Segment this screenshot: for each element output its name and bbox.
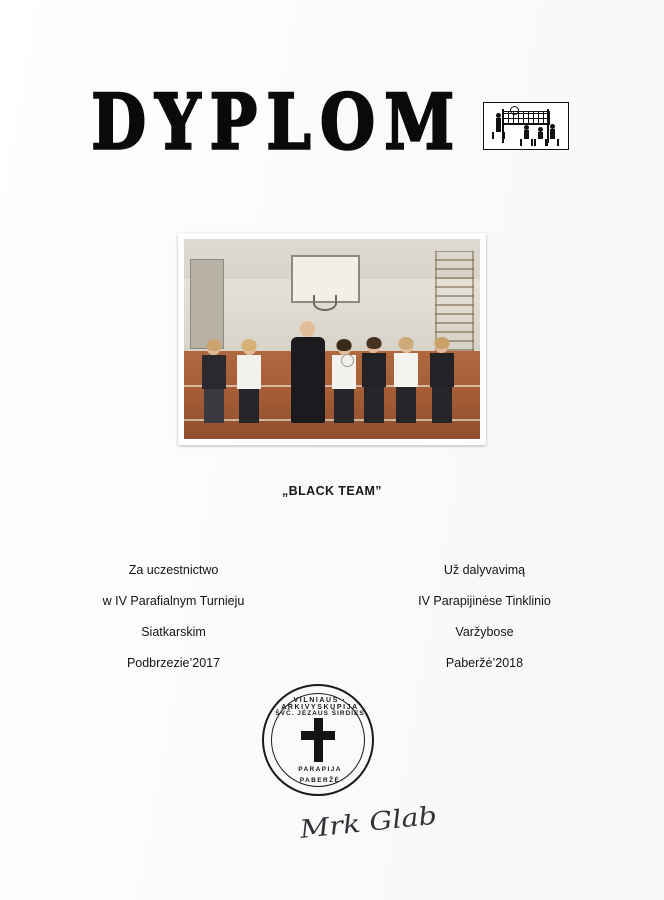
cross-icon bbox=[301, 718, 335, 762]
award-line: Paberžė’2018 bbox=[445, 656, 524, 670]
player-figure-icon bbox=[546, 124, 559, 146]
award-line: Podbrzezie’2017 bbox=[126, 656, 221, 670]
volleyball-tournament-logo-icon bbox=[483, 102, 569, 150]
stamp-arc-mid: ŠVČ. JĖZAUS ŠIRDIES bbox=[275, 710, 365, 717]
stamp-arc-top: VILNIAUS · ARKIVYSKUPIJA bbox=[281, 697, 359, 711]
signature-text: Mrk Glab bbox=[298, 800, 439, 844]
page-title: DYPLOM bbox=[90, 77, 463, 167]
player-figure-icon bbox=[492, 113, 505, 139]
award-line: w IV Parafialnym Turnieju bbox=[102, 594, 245, 608]
award-text-polish bbox=[0, 555, 329, 679]
team-photo-image bbox=[184, 239, 480, 439]
player-figure-icon bbox=[520, 125, 533, 146]
title-row bbox=[0, 77, 664, 167]
award-text-columns bbox=[0, 555, 664, 679]
team-photo bbox=[178, 233, 486, 445]
signature-mark bbox=[298, 800, 490, 859]
parish-stamp bbox=[262, 684, 374, 796]
volleyball-icon bbox=[341, 354, 354, 367]
award-line: Varžybose bbox=[455, 625, 514, 639]
award-line: Už dalyvavimą bbox=[443, 563, 526, 577]
award-line: Siatkarskim bbox=[141, 625, 206, 639]
award-line: Za uczestnictwo bbox=[128, 563, 219, 577]
stamp-arc-bottom-1: PARAPIJA bbox=[298, 766, 342, 773]
team-name: „BLACK TEAM” bbox=[282, 484, 382, 498]
priest-figure bbox=[291, 321, 325, 423]
award-line: IV Parapijinėse Tinklinio bbox=[418, 594, 551, 608]
award-text-lithuanian bbox=[329, 555, 664, 679]
stamp-arc-bottom-2: PABERŽĖ bbox=[299, 777, 341, 784]
